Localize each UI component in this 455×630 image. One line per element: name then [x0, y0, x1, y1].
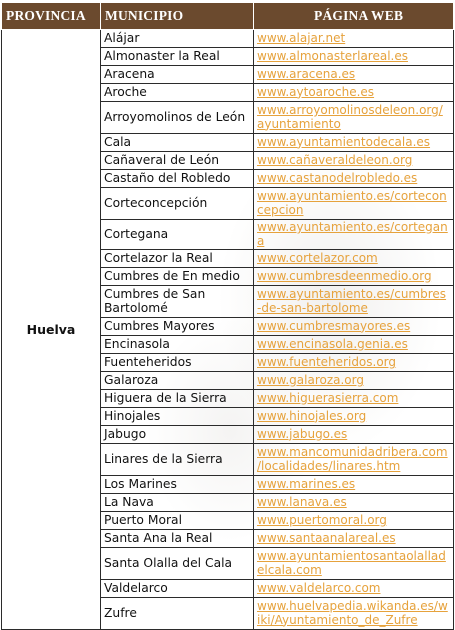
website-link[interactable]: www.almonasterlareal.es — [257, 48, 408, 63]
website-link[interactable]: www.puertomoral.org — [257, 512, 387, 527]
website-link[interactable]: www.lanava.es — [257, 494, 347, 509]
website-link[interactable]: www.higuerasierra.com — [257, 390, 399, 405]
website-link[interactable]: www.cumbresdeenmedio.org — [257, 268, 432, 283]
municipality-cell: La Nava — [101, 494, 254, 512]
municipality-cell: Fuenteheridos — [101, 354, 254, 372]
website-cell — [254, 268, 454, 286]
header-row — [2, 3, 454, 30]
website-link[interactable]: www.aytoaroche.es — [257, 84, 375, 99]
website-link[interactable]: www.hinojales.org — [257, 408, 367, 423]
website-link[interactable]: www.huelvapedia.wikanda.es/wiki/Ayuntamiento_de_Zufre — [257, 599, 448, 627]
website-link[interactable]: www.cañaveraldeleon.org — [257, 152, 413, 167]
municipality-cell: Aracena — [101, 66, 254, 84]
website-cell — [254, 48, 454, 66]
website-cell — [254, 318, 454, 336]
header-municipality: MUNICIPIO — [101, 3, 254, 30]
municipality-cell: Cumbres de San Bartolomé — [101, 286, 254, 318]
website-cell — [254, 66, 454, 84]
municipality-cell: Higuera de la Sierra — [101, 390, 254, 408]
website-cell — [254, 476, 454, 494]
website-cell — [254, 580, 454, 598]
municipality-cell: Galaroza — [101, 372, 254, 390]
website-link[interactable]: www.cortelazor.com — [257, 250, 378, 265]
website-cell — [254, 188, 454, 220]
municipality-cell: Linares de la Sierra — [101, 444, 254, 476]
website-link[interactable]: www.cumbresmayores.es — [257, 318, 411, 333]
website-link[interactable]: www.mancomunidadribera.com/localidades/linares.htm — [257, 445, 448, 473]
website-link[interactable]: www.aracena.es — [257, 66, 356, 81]
website-link[interactable]: www.santaanalareal.es — [257, 530, 396, 545]
municipality-cell: Cumbres Mayores — [101, 318, 254, 336]
website-link[interactable]: www.ayuntamientodecala.es — [257, 134, 431, 149]
website-link[interactable]: www.arroyomolinosdeleon.org/ayuntamiento — [257, 103, 443, 131]
website-cell — [254, 494, 454, 512]
website-cell — [254, 354, 454, 372]
municipality-cell: Santa Olalla del Cala — [101, 548, 254, 580]
website-cell — [254, 426, 454, 444]
website-link[interactable]: www.marines.es — [257, 476, 356, 491]
website-cell — [254, 152, 454, 170]
website-cell — [254, 220, 454, 250]
website-link[interactable]: www.ayuntamientosantaolalladelcala.com — [257, 549, 446, 577]
website-cell — [254, 372, 454, 390]
website-cell — [254, 530, 454, 548]
website-link[interactable]: www.castanodelrobledo.es — [257, 170, 418, 185]
website-cell — [254, 134, 454, 152]
website-cell — [254, 408, 454, 426]
municipality-table — [1, 2, 454, 630]
website-link[interactable]: www.jabugo.es — [257, 426, 348, 441]
municipality-cell: Los Marines — [101, 476, 254, 494]
website-link[interactable]: www.ayuntamiento.es/cortegana — [257, 220, 448, 248]
website-link[interactable]: www.ayuntamiento.es/cumbres-de-san-bartolome — [257, 287, 447, 315]
website-cell — [254, 512, 454, 530]
municipality-cell: Hinojales — [101, 408, 254, 426]
municipality-cell: Cañaveral de León — [101, 152, 254, 170]
website-link[interactable]: www.encinasola.genia.es — [257, 336, 408, 351]
website-cell — [254, 84, 454, 102]
municipality-cell: Aroche — [101, 84, 254, 102]
header-province: PROVINCIA — [2, 3, 101, 30]
municipality-cell: Puerto Moral — [101, 512, 254, 530]
municipality-cell: Almonaster la Real — [101, 48, 254, 66]
website-link[interactable]: www.galaroza.org — [257, 372, 364, 387]
municipality-cell: Cortegana — [101, 220, 254, 250]
website-cell — [254, 102, 454, 134]
municipality-cell: Alájar — [101, 30, 254, 48]
website-cell — [254, 286, 454, 318]
website-link[interactable]: www.alajar.net — [257, 30, 346, 45]
municipality-cell: Jabugo — [101, 426, 254, 444]
website-link[interactable]: www.valdelarco.com — [257, 580, 381, 595]
municipality-cell: Corteconcepción — [101, 188, 254, 220]
municipality-cell: Zufre — [101, 598, 254, 630]
website-cell — [254, 390, 454, 408]
municipality-cell: Valdelarco — [101, 580, 254, 598]
municipality-cell: Santa Ana la Real — [101, 530, 254, 548]
website-link[interactable]: www.fuenteheridos.org — [257, 354, 397, 369]
website-cell — [254, 30, 454, 48]
website-cell — [254, 444, 454, 476]
table-row — [2, 30, 454, 48]
municipality-cell: Cortelazor la Real — [101, 250, 254, 268]
municipality-cell: Encinasola — [101, 336, 254, 354]
website-cell — [254, 598, 454, 630]
website-cell — [254, 548, 454, 580]
municipality-cell: Cumbres de En medio — [101, 268, 254, 286]
header-website: PÁGINA WEB — [254, 3, 454, 30]
table-body — [2, 30, 454, 630]
website-cell — [254, 336, 454, 354]
website-cell — [254, 250, 454, 268]
municipality-cell: Castaño del Robledo — [101, 170, 254, 188]
website-link[interactable]: www.ayuntamiento.es/corteconcepcion — [257, 189, 447, 217]
municipality-cell: Cala — [101, 134, 254, 152]
municipality-cell: Arroyomolinos de León — [101, 102, 254, 134]
province-cell: Huelva — [2, 30, 101, 630]
website-cell — [254, 170, 454, 188]
